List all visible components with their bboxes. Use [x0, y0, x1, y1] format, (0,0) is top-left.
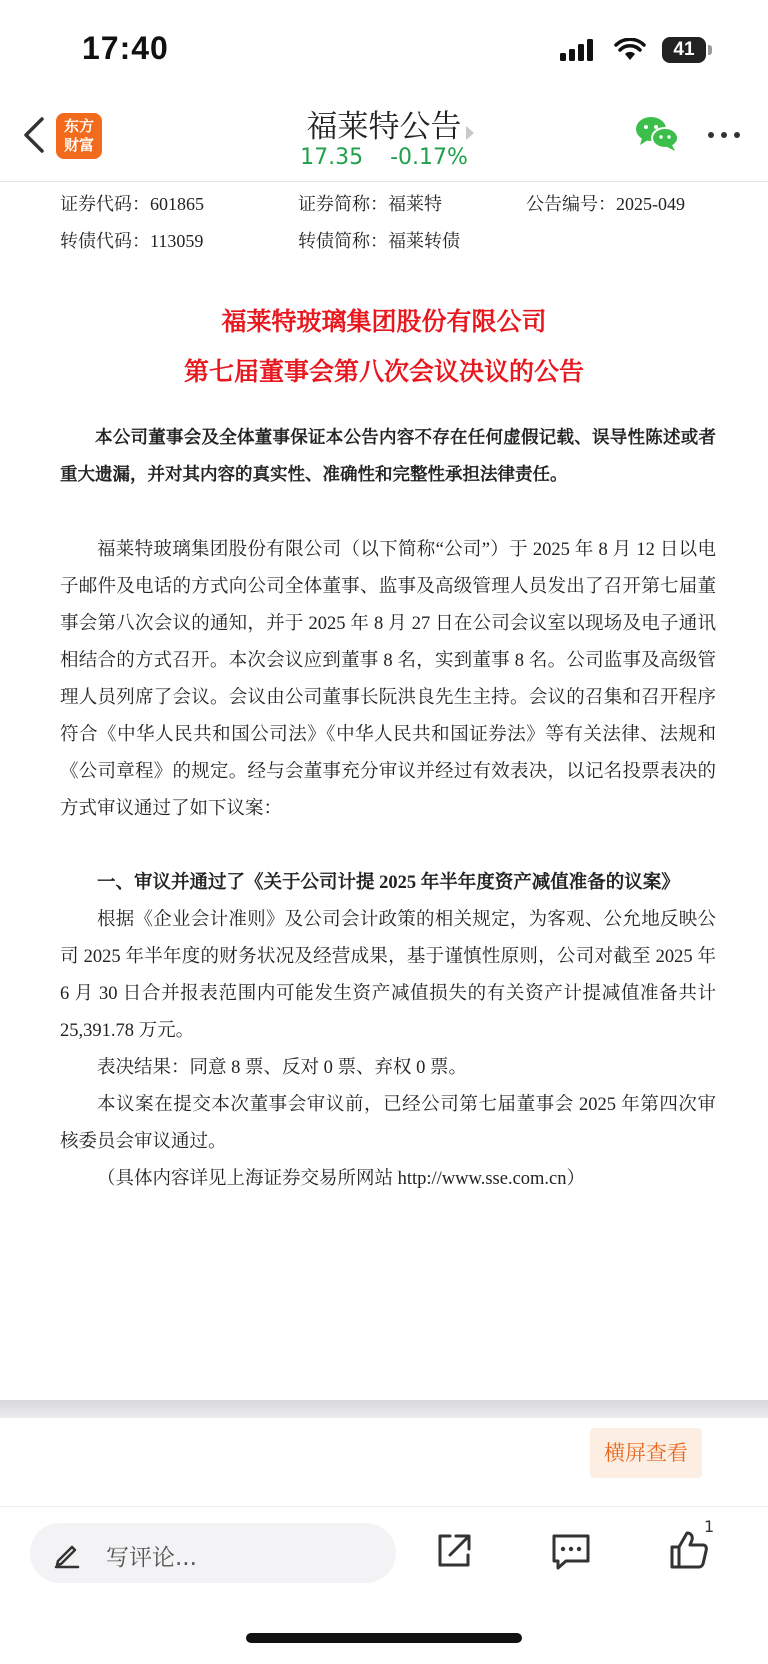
security-code: 证券代码：601865 — [60, 194, 204, 214]
security-name: 证券简称：福莱特 — [298, 194, 442, 214]
page-title[interactable]: 福莱特公告 — [306, 109, 462, 145]
cellular-signal-icon — [560, 38, 596, 62]
like-count: 1 — [704, 1517, 715, 1536]
share-icon[interactable] — [434, 1531, 474, 1571]
document-title-line-1: 福莱特玻璃集团股份有限公司 — [221, 307, 547, 336]
stock-price: 17.35 — [300, 145, 364, 170]
review-note: 本议案在提交本次董事会审议前，已经公司第七届董事会 2025 年第四次审核委员会审议通过。 — [60, 1095, 716, 1152]
comments-icon[interactable] — [550, 1531, 592, 1573]
status-time: 17:40 — [82, 30, 169, 66]
stock-change: -0.17% — [390, 145, 468, 170]
pencil-icon — [52, 1539, 82, 1569]
title-arrow-icon[interactable] — [466, 126, 474, 140]
logo-line-2: 财富 — [63, 136, 94, 154]
wechat-share-icon[interactable] — [634, 113, 680, 153]
disclaimer-notice: 本公司董事会及全体董事保证本公告内容不存在任何虚假记载、误导性陈述或者重大遗漏，并对其内容的真实性、准确性和完整性承担法律责任。 — [60, 428, 716, 485]
resolution-1-body: 根据《企业会计准则》及公司会计政策的相关规定，为客观、公允地反映公司 2025 年半年度的财务状况及经营成果，基于谨慎性原则，公司对截至 2025 年 6 月 30 日合并报表范围内可能发生资产减值损失的有关资产计提减值准备共计 25,391.78 万元。 — [60, 910, 716, 1041]
status-bar — [0, 0, 768, 95]
wifi-icon — [614, 38, 646, 62]
resolution-1-heading: 一、审议并通过了《关于公司计提 2025 年半年度资产减值准备的议案》 — [97, 873, 680, 893]
meeting-summary-paragraph: 福莱特玻璃集团股份有限公司（以下简称“公司”）于 2025 年 8 月 12 日以电子邮件及电话的方式向公司全体董事、监事及高级管理人员发出了召开第七届董事会第八次会议的通知，并于 2025 年 8 月 27 日在公司会议室以现场及电子通讯相结合的方式召开。本次会议应到董事 8 名，实到董事 8 名。公司监事及高级管理人员列席了会议。会议由公司董事长阮洪良先生主持。会议的召集和召开程序符合《中华人民共和国公司法》《中华人民共和国证券法》等有关法律、法规和《公司章程》的规定。经与会董事充分审议并经过有效表决，以记名投票表决的方式审议通过了如下议案： — [60, 540, 716, 819]
comment-placeholder: 写评论... — [106, 1545, 197, 1571]
landscape-view-button[interactable]: 横屏查看 — [590, 1428, 702, 1478]
comment-input[interactable] — [30, 1523, 396, 1583]
announcement-number: 公告编号：2025-049 — [526, 194, 685, 214]
bond-code: 转债代码：113059 — [60, 231, 204, 251]
detail-link-note: （具体内容详见上海证券交易所网站 http://www.sse.com.cn） — [97, 1169, 586, 1189]
bond-name: 转债简称：福莱转债 — [298, 231, 460, 251]
nav-bar — [0, 95, 768, 182]
more-options-icon[interactable] — [704, 117, 744, 153]
vote-result: 表决结果：同意 8 票、反对 0 票、弃权 0 票。 — [97, 1058, 468, 1078]
home-indicator[interactable] — [246, 1633, 522, 1643]
document-title-line-2: 第七届董事会第八次会议决议的公告 — [183, 357, 584, 386]
battery-icon: 41 — [662, 37, 706, 63]
battery-tip — [708, 45, 712, 55]
logo-line-1: 东方 — [63, 117, 94, 135]
section-divider — [0, 1400, 768, 1418]
